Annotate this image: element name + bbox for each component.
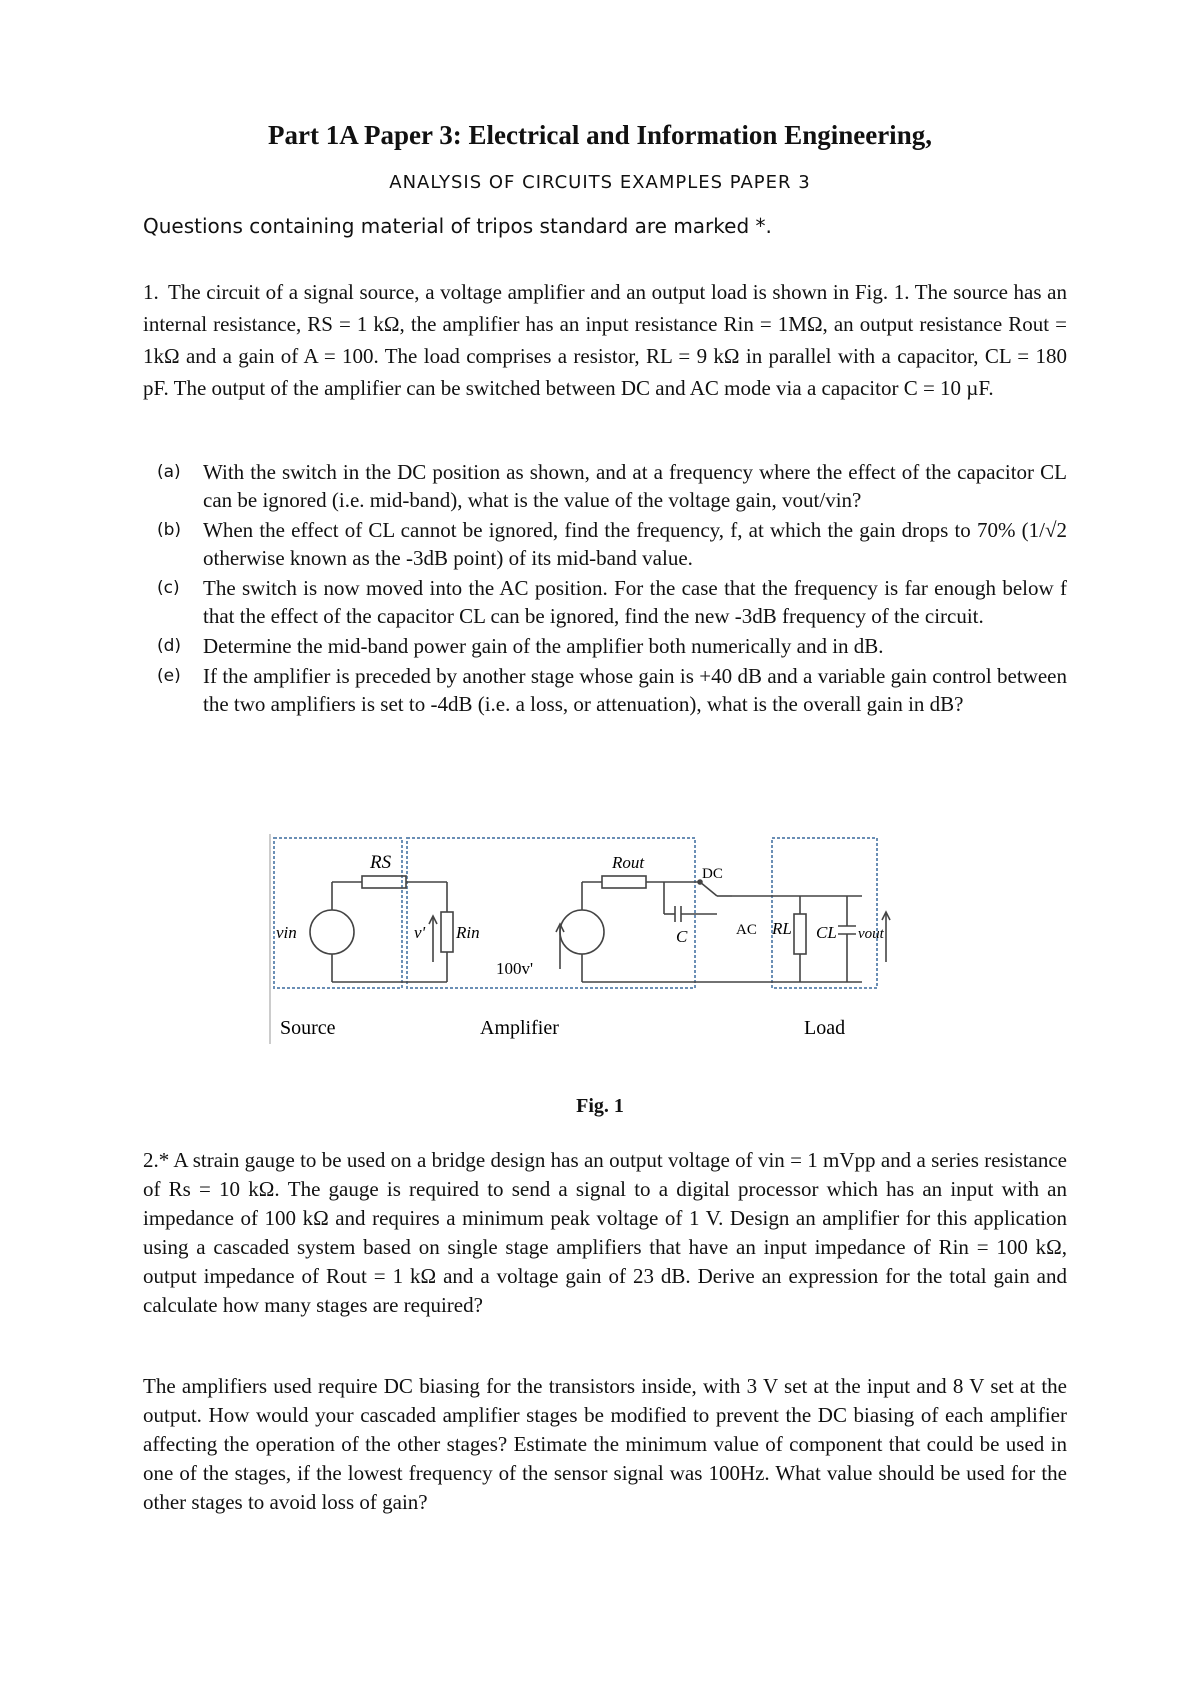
part-label: (d) bbox=[157, 636, 182, 656]
block-label-amplifier: Amplifier bbox=[480, 1017, 559, 1039]
rout-resistor bbox=[602, 876, 646, 888]
label-c: C bbox=[676, 927, 688, 946]
part-label: (c) bbox=[157, 578, 180, 598]
label-dc: DC bbox=[702, 866, 723, 882]
rs-resistor bbox=[362, 876, 406, 888]
label-cl: CL bbox=[816, 923, 837, 942]
rl-resistor bbox=[794, 914, 806, 954]
label-rout: Rout bbox=[612, 853, 645, 872]
label-vin: vin bbox=[276, 923, 297, 942]
part-text: When the effect of CL cannot be ignored, find the frequency, f, at which the gain drops to 70% (1/√2 otherwise known as the -3dB point) of its mid-band value. bbox=[203, 518, 1067, 570]
figure-caption: Fig. 1 bbox=[576, 1095, 624, 1117]
block-label-load: Load bbox=[804, 1017, 846, 1039]
question-2-text-continued: The amplifiers used require DC biasing for the transistors inside, with 3 V set at the input and 8 V set at the output. How would your cascaded amplifier stages be modified to prevent the DC biasing of each amplifier affecting the operation of the other stages? Estimate the minimum value of component that could be used in one of the stages, if the lowest frequency of the sensor signal was 100Hz. What value should be used for the other stages to avoid loss of gain? bbox=[143, 1374, 1067, 1514]
part-label: (e) bbox=[157, 666, 181, 686]
page-title: Part 1A Paper 3: Electrical and Information Engineering, bbox=[268, 120, 932, 150]
part-label: (b) bbox=[157, 520, 182, 540]
page-subtitle: ANALYSIS OF CIRCUITS EXAMPLES PAPER 3 bbox=[389, 172, 811, 193]
label-vprime: v' bbox=[414, 923, 426, 942]
label-rl: RL bbox=[772, 919, 792, 938]
circuit-figure bbox=[262, 834, 892, 1048]
part-text: With the switch in the DC position as shown, and at a frequency where the effect of the capacitor CL can be ignored (i.e. mid-band), what is the value of the voltage gain, vout/vin? bbox=[203, 460, 1067, 512]
question-part bbox=[143, 662, 1067, 718]
question-1-number: 1. bbox=[143, 280, 159, 304]
load-block-outline bbox=[772, 838, 877, 988]
question-part bbox=[143, 574, 1067, 630]
question-part bbox=[143, 632, 1067, 660]
part-text: If the amplifier is preceded by another stage whose gain is +40 dB and a variable gain control between the two amplifiers is set to -4dB (i.e. a loss, or attenuation), what is the overall gain in dB? bbox=[203, 664, 1067, 716]
question-2-text: 2.* A strain gauge to be used on a bridge design has an output voltage of vin = 1 mVpp and a series resistance of Rs = 10 kΩ. The gauge is required to send a signal to a digital processor which has an input with an impedance of 100 kΩ and requires a minimum peak voltage of 1 V. Design an amplifier for this application using a cascaded system based on single stage amplifiers that have an input impedance of Rin = 100 kΩ, output impedance of Rout = 1 kΩ and a voltage gain of 23 dB. Derive an expression for the total gain and calculate how many stages are required? bbox=[143, 1148, 1067, 1317]
label-vout: vout bbox=[858, 926, 884, 942]
rin-resistor bbox=[441, 912, 453, 952]
block-label-source: Source bbox=[280, 1017, 336, 1039]
amplifier-block-outline bbox=[407, 838, 695, 988]
label-ac: AC bbox=[736, 922, 757, 938]
intro-note: Questions containing material of tripos standard are marked *. bbox=[143, 214, 772, 238]
vin-source-symbol bbox=[310, 910, 354, 954]
question-1 bbox=[143, 276, 1067, 404]
label-rin: Rin bbox=[456, 923, 480, 942]
question-1-parts bbox=[143, 458, 1067, 720]
question-part bbox=[143, 516, 1067, 572]
question-1-text: The circuit of a signal source, a voltage amplifier and an output load is shown in Fig. 1. The source has an internal resistance, RS = 1 kΩ, the amplifier has an input resistance Rin = 1MΩ, an output resistance Rout = 1kΩ and a gain of A = 100. The load comprises a resistor, RL = 9 kΩ in parallel with a capacitor, CL = 180 pF. The output of the amplifier can be switched between DC and AC mode via a capacitor C = 10 µF. bbox=[143, 280, 1067, 400]
question-part bbox=[143, 458, 1067, 514]
dependent-source-symbol bbox=[560, 910, 604, 954]
part-label: (a) bbox=[157, 462, 181, 482]
part-text: The switch is now moved into the AC position. For the case that the frequency is far enough below f that the effect of the capacitor CL can be ignored, find the new -3dB frequency of the circuit. bbox=[203, 576, 1067, 628]
label-gain-source: 100v' bbox=[496, 959, 534, 978]
label-rs: RS bbox=[370, 852, 392, 873]
part-text: Determine the mid-band power gain of the amplifier both numerically and in dB. bbox=[203, 634, 884, 658]
